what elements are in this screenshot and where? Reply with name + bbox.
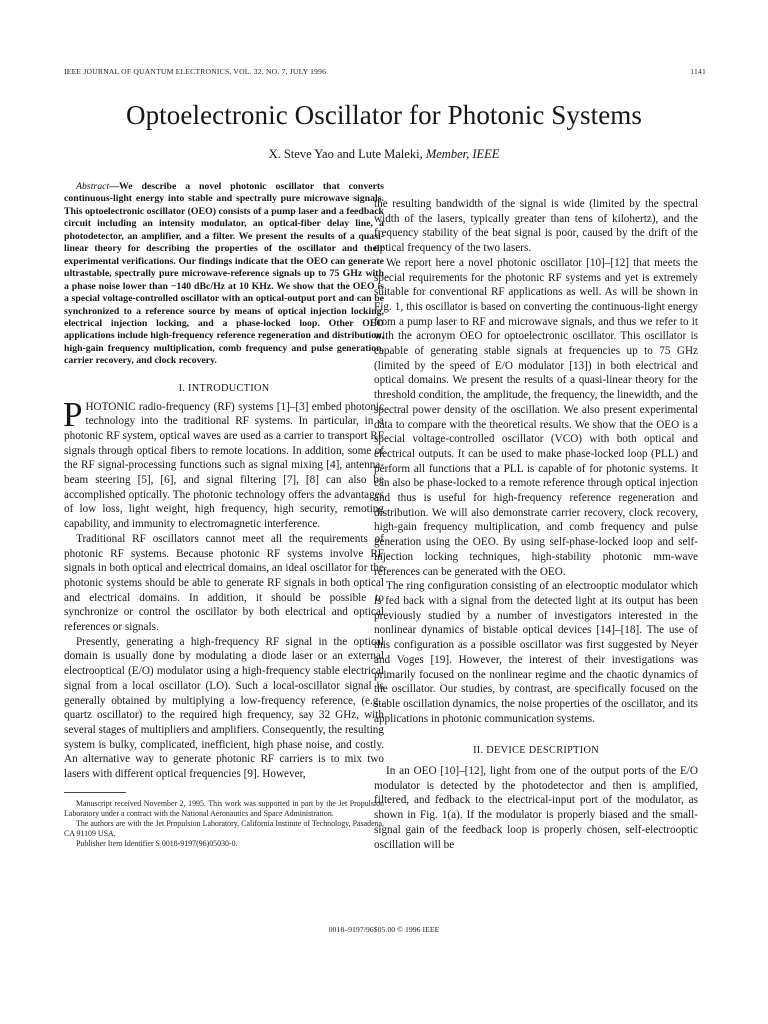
intro-paragraph-3: Presently, generating a high-frequency RF signal in the optical domain is usually done by modulating a diode laser or an external electrooptical (E/O) modulator using a high-frequency stable electrical signal from a local oscillator (LO). Such a local-oscillator signal is generally obtained by multiplying a low-frequency reference, (e.g., quartz oscillator) to the required high frequency, say 32 GHz, with several stages of multipliers and amplifiers. Consequently, the resulting system is bulky, complicated, inefficient, high phase noise, and costly. An alternative way to generate photonic RF carriers is to mix two lasers with different optical frequencies [9]. However,: [64, 635, 384, 781]
author-role: Member, IEEE: [425, 147, 500, 161]
right-column: [374, 197, 698, 852]
right-paragraph-2: We report here a novel photonic oscillator [10]–[12] that meets the special requirements for the photonic RF systems and yet is extremely suitable for conventional RF applications as well. As will be shown in Fig. 1, this oscillator is based on converting the continuous-light energy from a pump laser to RF and microwave signals, and thus we refer to it with the acronym OEO for optoelectronic oscillator. This oscillator is capable of generating stable signals at frequencies up to 75 GHz (limited by the speed of E/O modulator [13]) in both electrical and optical domains. We present the results of a quasi-linear theory for the threshold condition, the amplitude, the frequency, the linewidth, and the spectral power density of the oscillation. We also present experimental data to compare with the theoretical results. We show that the OEO is a special voltage-controlled oscillator (VCO) with both optical and electrical outputs. It can be used to make phase-locked loop (PLL) and perform all functions that a PLL is capable of for photonic systems. It can also be phase-locked to a remote reference through optical injection and thus is useful for high-frequency reference regeneration and distribution. We will also demonstrate carrier recovery, clock recovery, high-gain frequency multiplication, and comb frequency and pulse generation using the OEO. By using self-phase-locked loop and self-injection locking techniques, high-stability photonic mm-wave references can be generated with the OEO.: [374, 256, 698, 578]
section-heading-device-description: II. DEVICE DESCRIPTION: [473, 745, 599, 757]
copyright-line: 0018–9197/96$05.00 © 1996 IEEE: [328, 925, 440, 934]
drop-cap: P: [63, 394, 83, 434]
intro-paragraph-1: [63, 394, 384, 532]
right-paragraph-1: the resulting bandwidth of the signal is wide (limited by the spectral width of the lasers, typically greater than tens of kilohertz), and the frequency stability of the beat signal is poor, caused by the drift of the optical frequency of the two lasers.: [374, 198, 698, 255]
paper-title: Optoelectronic Oscillator for Photonic Systems: [125, 100, 642, 130]
left-column: [64, 181, 384, 849]
abstract-lead: Abstract: [76, 181, 110, 192]
footnote-affiliation: The authors are with the Jet Propulsion Laboratory, California Institute of Technology, Pasadena, CA 91109 USA.: [64, 818, 384, 838]
footnote-identifier: Publisher Item Identifier S 0018-9197(96)05030-0.: [76, 838, 238, 848]
footnotes: [64, 799, 384, 849]
page-number: 1141: [690, 67, 706, 76]
footnote-manuscript: Manuscript received November 2, 1995. This work was supported in part by the Jet Propulsion Laboratory under a contract with the National Aeronautics and Space Administration.: [64, 798, 384, 818]
footnote-divider: [64, 792, 126, 793]
author-line: [0, 147, 768, 162]
abstract-text: —We describe a novel photonic oscillator that converts continuous-light energy into stable and spectrally pure microwave signals. This optoelectronic oscillator (OEO) consists of a pump laser and a feedback circuit including an intensity modulator, an optical-fiber delay line, a photodetector, an amplifier, and a filter. We present the results of a quasi-linear theory for describing the properties of the oscillator and their experimental verifications. Our findings indicate that the OEO can generate ultrastable, spectrally pure microwave-reference signals up to 75 GHz with a phase noise lower than −140 dBc/Hz at 10 KHz. We show that the OEO is a special voltage-controlled oscillator with an optical-output port and can be synchronized to a reference source by means of optical injection locking, electrical injection locking, and a phase-locked loop. Other OEO applications include high-frequency reference regeneration and distribution, high-gain frequency multiplication, comb frequency and pulse generation, carrier recovery, and clock recovery.: [64, 181, 384, 367]
section-heading-introduction: I. INTRODUCTION: [178, 382, 270, 394]
author-names: X. Steve Yao and Lute Maleki,: [268, 147, 423, 161]
journal-line: IEEE JOURNAL OF QUANTUM ELECTRONICS, VOL. 32, NO. 7, JULY 1996: [64, 67, 327, 76]
device-paragraph-1: In an OEO [10]–[12], light from one of the output ports of the E/O modulator is detected by the photodetector and then is amplified, filtered, and fedback to the electrical-input port of the modulator, as shown in Fig. 1(a). If the modulator is properly biased and the small-signal gain of the feedback loop is properly chosen, self-electrooptic oscillation will be: [374, 765, 698, 851]
intro-paragraph-1-text: HOTONIC radio-frequency (RF) systems [1]–[3] embed photonic technology into the traditional RF systems. In particular, in a photonic RF system, optical waves are used as a carrier to transport RF signals through optical fibers to remote locations. In addition, some of the RF signal-processing functions such as signal mixing [4], antenna-beam steering [5], [6], and signal filtering [7], [8] can also be accomplished optically. The photonic technology offers the advantages of low loss, light weight, high frequency, high security, remoting capability, and immunity to electromagnetic interference.: [64, 400, 384, 531]
right-paragraph-3: The ring configuration consisting of an electrooptic modulator which is fed back with a signal from the detected light at its output has been previously studied by a number of investigators interested in the nonlinear dynamics of bistable optical devices [14]–[18]. The use of this configuration as a possible oscillator was first suggested by Neyer and Voges [19]. However, the interest of their investigations was primarily focused on the nonlinear regime and the chaotic dynamics of the oscillator. Our studies, by contrast, are specifically focused on the stable oscillation dynamics, the noise properties of the oscillator, and its applications in photonic communication systems.: [374, 580, 698, 725]
abstract: [64, 181, 384, 368]
intro-paragraph-2: Traditional RF oscillators cannot meet all the requirements of photonic RF systems. Because photonic RF systems involve RF signals in both optical and electrical domains, an ideal oscillator for the photonic systems should be able to generate RF signals in both optical and electrical domains. In addition, it should be possible to synchronize or control the oscillator by both electrical and optical references or signals.: [64, 532, 384, 634]
